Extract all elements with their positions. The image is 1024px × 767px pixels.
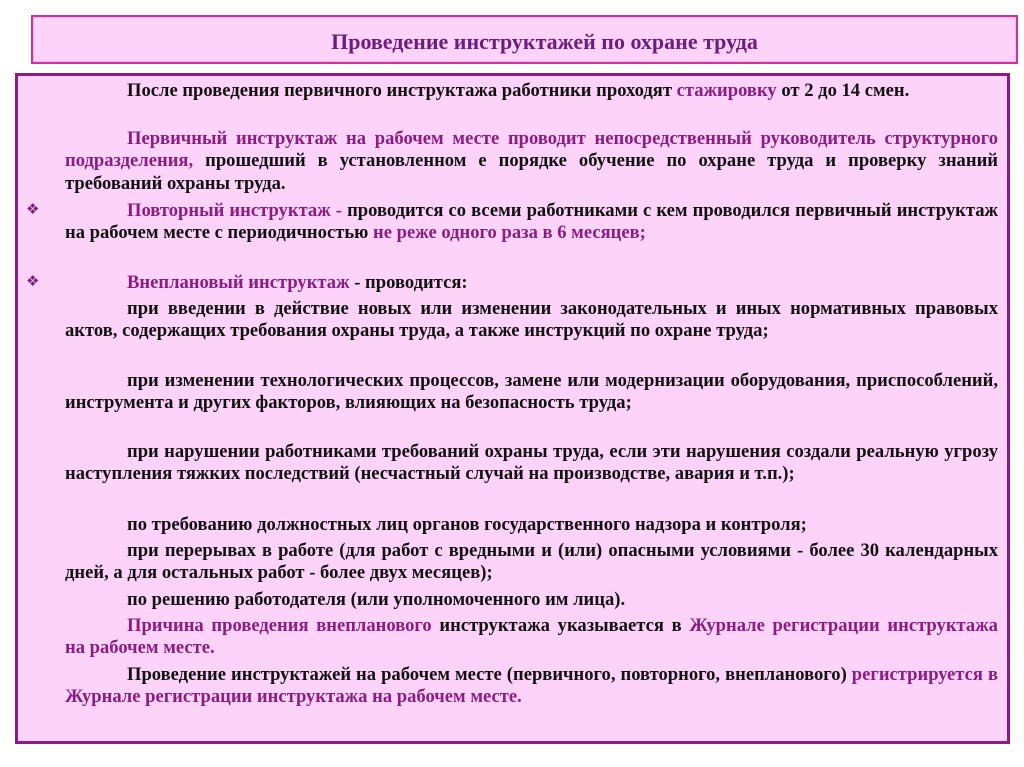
paragraph-text: прошедший в установленном е порядке обучение по охране труда и проверку знаний требований охраны труда. [65, 150, 998, 194]
paragraph-text: - проводится: [349, 272, 468, 293]
highlight-text: стажировку [676, 80, 777, 101]
highlight-text: Причина проведения внепланового [127, 615, 440, 636]
paragraph-text: проводится со всеми работниками с кем проводился первичный инструктаж на рабочем месте с периодичностью [65, 200, 998, 244]
title-banner [31, 15, 1018, 64]
paragraph-text: инструктажа указывается в [439, 615, 690, 636]
paragraph-case-technology: при изменении технологических процессов, замене или модернизации оборудования, приспособлений, инструмента и других факторов, влияющих на безопасность труда; [65, 370, 998, 414]
page-title: Проведение инструктажей по охране труда [331, 28, 758, 54]
paragraph-case-break: при перерывах в работе (для работ с вредными и (или) опасными условиями - более 30 календарных дней, а для остальных работ - более двух месяцев); [65, 540, 998, 584]
paragraph-text: от 2 до 14 смен. [776, 80, 910, 101]
highlight-text: регистрируется в Журнале регистрации инструктажа на рабочем месте. [65, 664, 998, 708]
paragraph-primary-briefing [65, 128, 998, 195]
paragraph-repeat-briefing [65, 200, 998, 245]
paragraph-registration [65, 664, 998, 709]
highlight-text: не реже одного раза в 6 месяцев; [373, 222, 646, 244]
highlight-text: Первичный инструктаж на рабочем месте проводит непосредственный руководитель структурного подразделения, [65, 128, 998, 172]
paragraph-unscheduled-briefing [65, 272, 998, 294]
paragraph-case-violation: при нарушении работниками требований охраны труда, если эти нарушения создали реальную угрозу наступления тяжких последствий (несчастный случай на производстве, авария и т.п.); [65, 441, 998, 485]
highlight-text: Повторный инструктаж - [127, 200, 348, 221]
paragraph-text: Проведение инструктажей на рабочем месте (первичного, повторного, внепланового) [127, 664, 852, 685]
paragraph-internship [65, 80, 998, 102]
highlight-text: Внеплановый инструктаж [127, 272, 350, 293]
diamond-dots-icon: ❖ [26, 200, 40, 218]
highlight-text: Журнале регистрации инструктажа на рабочем месте. [65, 615, 998, 659]
diamond-dots-icon: ❖ [26, 272, 40, 290]
paragraph-case-legislation: при введении в действие новых или изменении законодательных и иных нормативных правовых актов, содержащих требования охраны труда, а также инструкций по охране труда; [65, 298, 998, 342]
paragraph-text: После проведения первичного инструктажа работники проходят [127, 80, 677, 101]
paragraph-case-supervision: по требованию должностных лиц органов государственного надзора и контроля; [127, 514, 807, 535]
paragraph-reason-logged [65, 615, 998, 660]
paragraph-case-employer: по решению работодателя (или уполномоченного им лица). [127, 589, 626, 610]
